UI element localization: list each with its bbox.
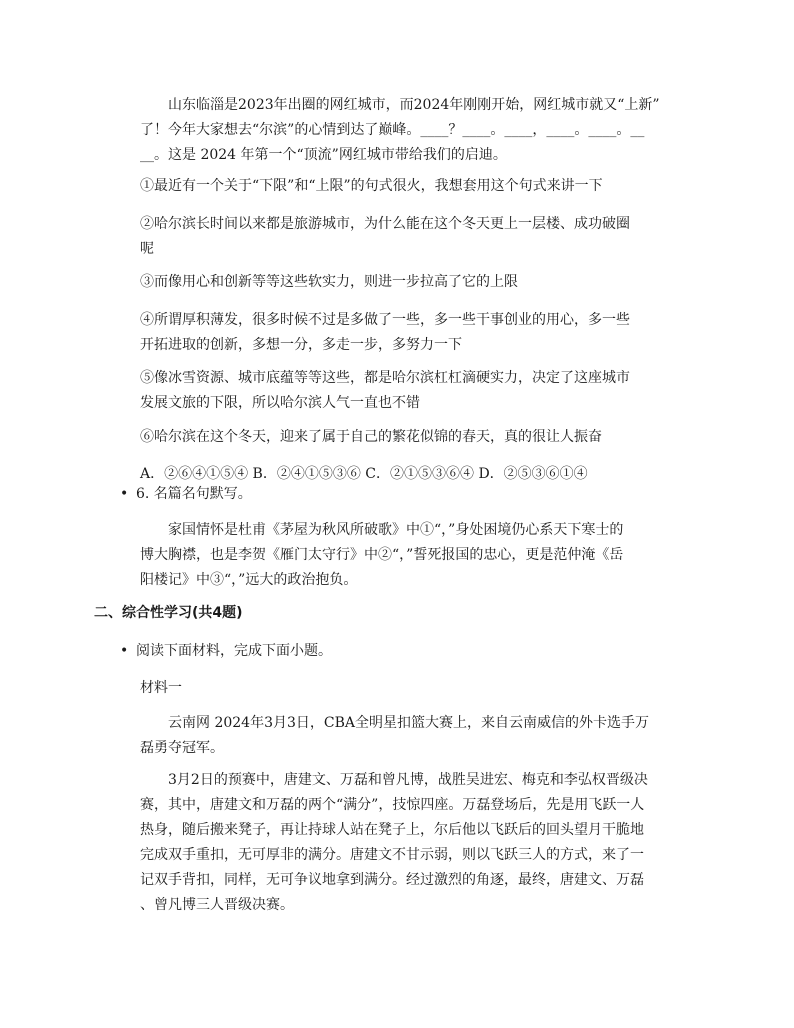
material-paragraph-2: 3月2日的预赛中，唐建文、万磊和曾凡博，战胜吴进宏、梅克和李弘权晋级决 赛，其中，唐建文和万磊的两个“满分”，技惊四座。万磊登场后，先是用飞跃一人 热身，随后搬来凳子，再让持球人站在凳子上，尔后他以飞跃后的回头望月干脆地 完成双手重扣，无可厚非的满分。唐建文不甘示弱，则以飞跃三人的方式，来了一 记双手背扣，同样，无可争议地拿到满分。经过激烈的角逐，最终，唐建文、万磊 、曾凡博三人晋级决赛。 bbox=[140, 772, 648, 913]
bullet: • bbox=[120, 643, 129, 659]
option-5: ⑤像冰雪资源、城市底蕴等等这些，都是哈尔滨杠杠滴硬实力，决定了这座城市 发展文旅的下限，所以哈尔滨人气一直也不错 bbox=[140, 370, 630, 411]
option-1: ①最近有一个关于“下限”和“上限”的句式很火，我想套用这个句式来讲一下 bbox=[140, 178, 603, 194]
question-6 bbox=[120, 482, 700, 507]
question-6-body bbox=[140, 518, 700, 593]
section-title: 二、综合性学习(共4题) bbox=[94, 605, 243, 621]
question-6-label: 6. 名篇名句默写。 bbox=[136, 486, 252, 502]
passage-line: __。这是 2024 年第一个“顶流”网红城市带给我们的启迪。 bbox=[140, 147, 507, 163]
passage-line: 了！今年大家想去“尔滨”的心情到达了巅峰。____？____。____，____。____。__ bbox=[140, 122, 645, 138]
question-6-line: 博大胸襟，也是李贺《雁门太守行》中②“，”誓死报国的忠心，更是范仲淹《岳 bbox=[140, 547, 624, 563]
passage bbox=[140, 93, 700, 168]
material-label: 材料一 bbox=[140, 680, 182, 696]
reading-instruction bbox=[120, 639, 700, 664]
option-6: ⑥哈尔滨在这个冬天，迎来了属于自己的繁花似锦的春天，真的很让人振奋 bbox=[140, 429, 602, 445]
bullet: • bbox=[120, 486, 129, 502]
answer-choices: A．②⑥④①⑤④ B．②④①⑤③⑥ C．②①⑤③⑥④ D．②⑤③⑥①④ bbox=[140, 466, 588, 482]
question-6-line: 家国情怀是杜甫《茅屋为秋风所破歌》中①“，”身处困境仍心系天下寒士的 bbox=[168, 522, 624, 538]
instruction-text: 阅读下面材料，完成下面小题。 bbox=[136, 643, 332, 659]
passage-line: 山东临淄是2023年出圈的网红城市，而2024年刚刚开始，网红城市就又“上新” bbox=[168, 97, 660, 113]
option-3: ③而像用心和创新等等这些软实力，则进一步拉高了它的上限 bbox=[140, 274, 518, 290]
option-2: ②哈尔滨长时间以来都是旅游城市，为什么能在这个冬天更上一层楼、成功破圈 呢 bbox=[140, 216, 630, 257]
option-4: ④所谓厚积薄发，很多时候不过是多做了一些，多一些干事创业的用心，多一些 开拓进取的创新，多想一分，多走一步，多努力一下 bbox=[140, 312, 630, 353]
question-6-line: 阳楼记》中③“，”远大的政治抱负。 bbox=[140, 572, 358, 588]
material-paragraph-1: 云南网 2024年3月3日，CBA全明星扣篮大赛上，来自云南威信的外卡选手万 磊勇夺冠军。 bbox=[140, 715, 650, 756]
